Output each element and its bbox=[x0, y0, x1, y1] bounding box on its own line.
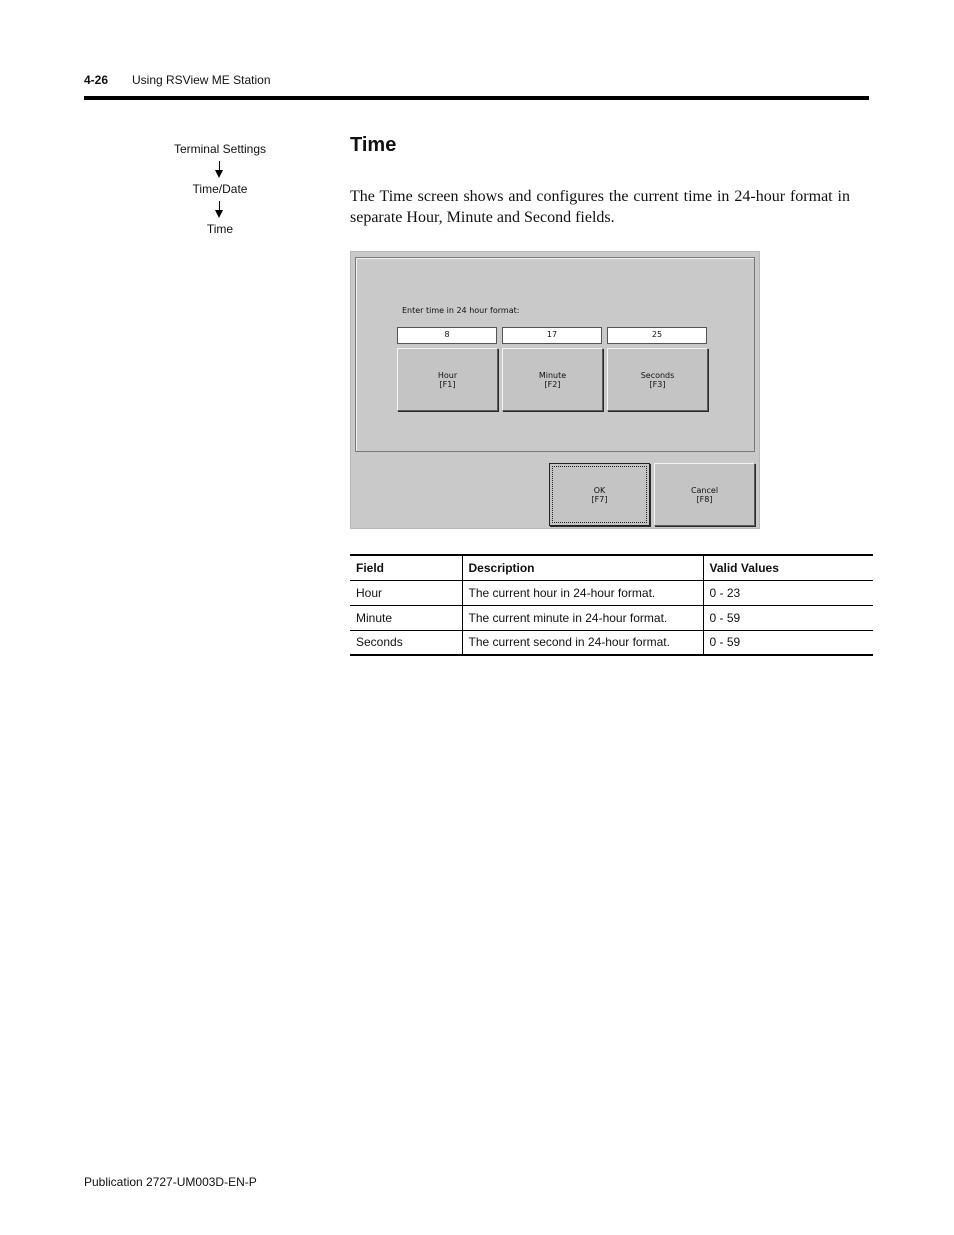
minute-button-label: Minute bbox=[538, 370, 567, 380]
table-row bbox=[350, 580, 873, 605]
navigation-path bbox=[170, 141, 270, 237]
seconds-button-label: Seconds bbox=[640, 370, 675, 380]
seconds-button[interactable] bbox=[607, 348, 708, 411]
seconds-button-key: [F3] bbox=[649, 379, 666, 389]
minute-field[interactable]: 17 bbox=[502, 327, 602, 344]
column-header-field: Field bbox=[356, 560, 385, 575]
minute-button[interactable] bbox=[502, 348, 603, 411]
hour-button-key: [F1] bbox=[439, 379, 456, 389]
hour-button-label: Hour bbox=[437, 370, 458, 380]
table-row bbox=[350, 630, 873, 655]
hour-field[interactable]: 8 bbox=[397, 327, 497, 344]
cell-description: The current minute in 24-hour format. bbox=[462, 605, 703, 630]
section-title: Time bbox=[350, 134, 397, 156]
cell-field: Seconds bbox=[356, 635, 403, 650]
nav-time: Time bbox=[206, 222, 234, 236]
cell-description: The current second in 24-hour format. bbox=[462, 630, 703, 655]
time-fields-table bbox=[350, 554, 873, 656]
cancel-button-label: Cancel bbox=[690, 485, 719, 495]
page-number: 4-26 bbox=[84, 73, 109, 87]
seconds-field[interactable]: 25 bbox=[607, 327, 707, 344]
arrow-down-icon bbox=[214, 157, 226, 181]
time-format-prompt: Enter time in 24 hour format: bbox=[402, 306, 520, 315]
table-row bbox=[350, 605, 873, 630]
time-entry-panel bbox=[355, 257, 755, 452]
minute-button-key: [F2] bbox=[544, 379, 561, 389]
cell-field: Hour bbox=[356, 585, 383, 600]
cancel-button[interactable] bbox=[654, 463, 755, 526]
intro-paragraph: The Time screen shows and configures the current time in 24-hour format in separate Hour, Minute and Second fields. bbox=[350, 188, 850, 226]
cell-valid-values: 0 - 23 bbox=[703, 580, 873, 605]
publication-footer: Publication 2727-UM003D-EN-P bbox=[84, 1175, 257, 1189]
cell-description: The current hour in 24-hour format. bbox=[462, 580, 703, 605]
hour-button[interactable] bbox=[397, 348, 498, 411]
cancel-button-key: [F8] bbox=[696, 494, 713, 504]
nav-time-date: Time/Date bbox=[192, 182, 248, 196]
chapter-title: Using RSView ME Station bbox=[132, 73, 271, 87]
time-screen-screenshot bbox=[350, 251, 760, 529]
ok-button-label: OK bbox=[593, 485, 606, 495]
table-header-row bbox=[350, 555, 873, 580]
cell-valid-values: 0 - 59 bbox=[703, 605, 873, 630]
ok-button[interactable] bbox=[549, 463, 650, 526]
column-header-valid-values: Valid Values bbox=[703, 555, 873, 580]
ok-button-key: [F7] bbox=[591, 494, 608, 504]
column-header-description: Description bbox=[462, 555, 703, 580]
nav-terminal-settings: Terminal Settings bbox=[173, 142, 267, 156]
cell-valid-values: 0 - 59 bbox=[703, 630, 873, 655]
cell-field: Minute bbox=[356, 610, 393, 625]
header-rule bbox=[84, 96, 869, 100]
arrow-down-icon bbox=[214, 197, 226, 221]
